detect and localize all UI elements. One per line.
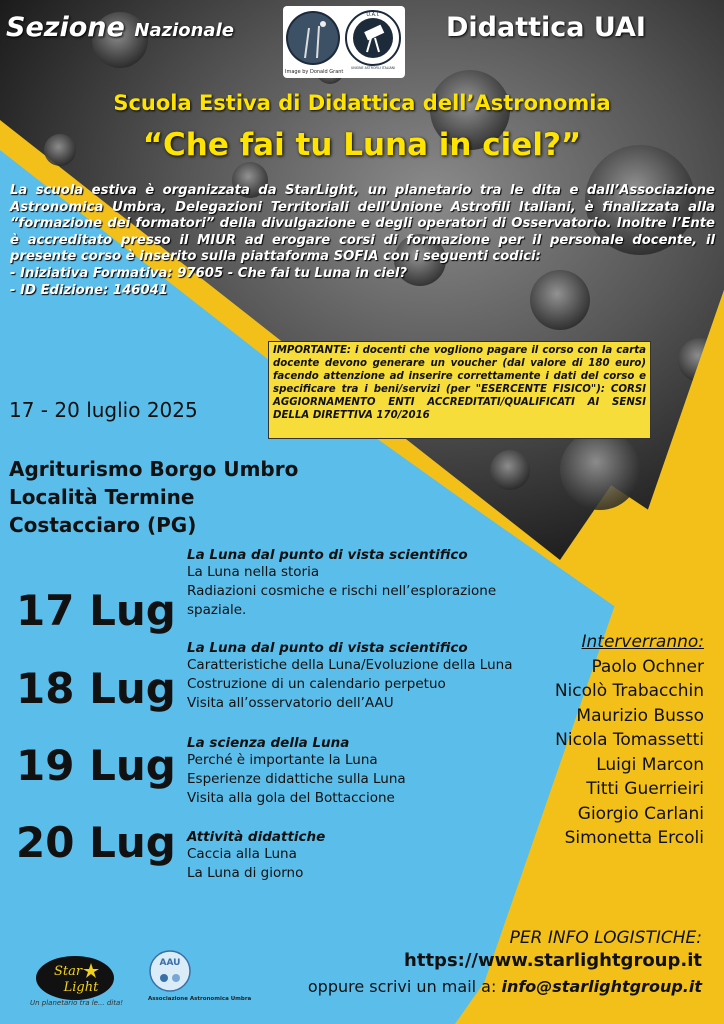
session-item: Perché è importante la Luna: [187, 752, 378, 768]
program-session-3: [187, 735, 406, 808]
info-email-link[interactable]: info@starlightgroup.it: [501, 977, 702, 996]
speaker-name: Titti Guerrieiri: [586, 779, 704, 799]
header-section-label: [6, 12, 234, 43]
school-title: Scuola Estiva di Didattica dell’Astronomia: [113, 91, 611, 115]
session-item: Caccia alla Luna: [187, 846, 297, 862]
intro-paragraph: La scuola estiva è organizzata da StarLight, un planetario tra le dita e dall’Associazione Astronomica Umbra, Delegazioni Territoriali dell’Unione Astrofili Italiani, è finalizzata alla “formazione dei formatori” della divulgazione e degli operatori di Osservatorio. Inoltre l’Ente è accreditato presso il MIUR ad erogare corsi di formazione per il personale docente, il presente corso è inserito sulla piattaforma SOFIA con i seguenti codici:: [10, 183, 715, 265]
logo-credit: Image by Donald Grant: [285, 69, 344, 75]
session-item: Visita all’osservatorio dell’AAU: [187, 695, 394, 711]
session-item: La Luna nella storia: [187, 564, 320, 580]
speakers-list: [555, 630, 704, 851]
uai-logo-bottom-text: UNIONE ASTROFILI ITALIANI: [351, 66, 395, 70]
uai-logo-top-text: U.A.I.: [366, 12, 380, 18]
venue-name: Agriturismo Borgo Umbro: [9, 457, 299, 481]
aau-logo: [140, 945, 200, 995]
venue-locality: Località Termine: [9, 485, 195, 509]
session-item: La Luna di giorno: [187, 865, 304, 881]
speaker-name: Simonetta Ercoli: [564, 828, 704, 848]
session-title: Attività didattiche: [187, 829, 326, 845]
starlight-logo-line1: Star: [53, 964, 83, 979]
session-item: spaziale.: [187, 602, 247, 618]
starlight-tagline: Un planetario tra le... dita!: [30, 999, 124, 1007]
important-text: i docenti che vogliono pagare il corso con la carta docente devono generare un voucher (dal valore di 180 euro) facendo attenzione ad inserire correttamente i dati del corso e specificare tra i beni/servizi (per "ESERCENTE FISICO"): CORSI AGGIORNAMENTO ENTI ACCREDITATI/QUALIFICATI AI SENSI DELLA DIRETTIVA 170/2016: [273, 345, 646, 422]
speaker-name: Nicola Tomassetti: [555, 730, 704, 750]
info-label: PER INFO LOGISTICHE:: [509, 928, 702, 948]
speakers-label: Interverranno:: [581, 632, 704, 652]
program-day-3: 19 Lug: [16, 741, 176, 790]
program-session-4: [187, 829, 325, 883]
venue-town: Costacciaro (PG): [9, 513, 197, 537]
speaker-name: Giorgio Carlani: [577, 803, 704, 824]
intro-code-edition: - ID Edizione: 146041: [10, 282, 168, 298]
starlight-logo: [35, 955, 115, 1001]
session-item: Radiazioni cosmiche e rischi nell’esplorazione: [187, 583, 497, 599]
speaker-name: Paolo Ochner: [591, 656, 704, 677]
session-title: La scienza della Luna: [187, 735, 350, 751]
course-title: “Che fai tu Luna in ciel?”: [142, 127, 582, 163]
speaker-name: Maurizio Busso: [576, 705, 704, 726]
info-website-link[interactable]: https://www.starlightgroup.it: [404, 950, 702, 971]
info-mail-line: [308, 977, 702, 996]
intro-code-initiative: - Iniziativa Formativa: 97605 - Che fai tu Luna in ciel?: [10, 265, 408, 281]
session-title: La Luna dal punto di vista scientifico: [187, 640, 468, 656]
header-section-small: Nazionale: [134, 20, 234, 41]
program-day-2: 18 Lug: [16, 664, 176, 713]
uai-logo: [283, 6, 405, 78]
program-day-4: 20 Lug: [16, 818, 176, 867]
program-session-1: [187, 547, 496, 620]
info-mail-prefix: oppure scrivi un mail a:: [307, 977, 502, 996]
session-title: La Luna dal punto di vista scientifico: [187, 547, 468, 563]
speaker-name: Nicolò Trabacchin: [554, 681, 704, 701]
important-label: IMPORTANTE:: [273, 345, 351, 356]
program-session-2: [187, 640, 512, 713]
program-day-1: 17 Lug: [16, 586, 176, 635]
event-venue: [9, 455, 298, 539]
aau-tagline: Associazione Astronomica Umbra: [148, 996, 252, 1002]
session-item: Costruzione di un calendario perpetuo: [187, 676, 446, 692]
intro-text-block: [10, 183, 715, 299]
starlight-logo-line2: Light: [63, 980, 99, 995]
important-notice: [268, 341, 651, 439]
speaker-name: Luigi Marcon: [596, 754, 704, 775]
aau-logo-text: AAU: [159, 958, 181, 968]
session-item: Esperienze didattiche sulla Luna: [187, 771, 406, 787]
session-item: Visita alla gola del Bottaccione: [187, 790, 395, 806]
event-dates: 17 - 20 luglio 2025: [9, 398, 198, 422]
header-didattica-uai: Didattica UAI: [446, 12, 646, 43]
session-item: Caratteristiche della Luna/Evoluzione della Luna: [187, 657, 513, 673]
header-section-big: Sezione: [6, 12, 125, 43]
